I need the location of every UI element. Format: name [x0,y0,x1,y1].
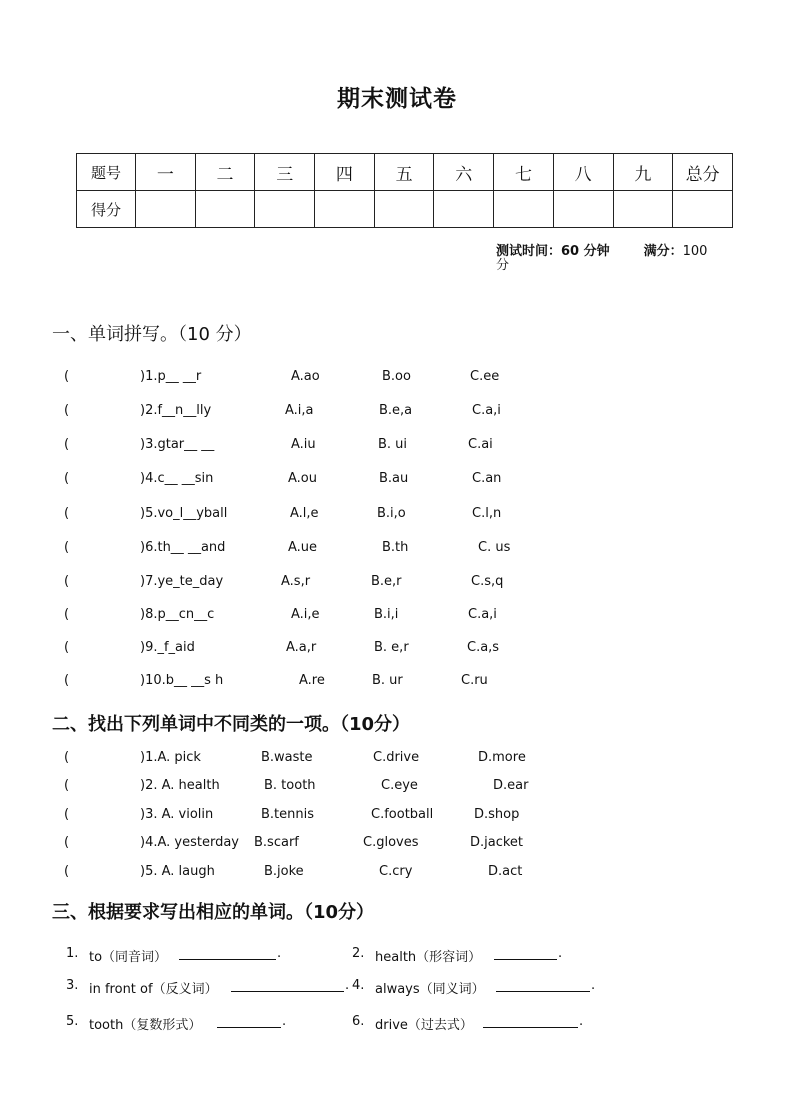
option-b[interactable]: B.au [379,471,409,486]
question-row [0,640,794,658]
option-b[interactable]: B.e,a [379,403,413,418]
option-c[interactable]: C.a,i [472,403,501,418]
score-cell[interactable] [195,191,255,228]
option-b[interactable]: B.e,r [371,574,402,589]
score-table-header-cell: 总分 [673,154,733,191]
option-c[interactable]: C.eye [381,778,418,793]
score-table [76,153,733,228]
score-row-label: 得分 [77,191,136,228]
question-text: )7.ye_te_day [140,574,224,589]
question-number: 3. [66,978,79,993]
question-text: )5.vo_l__yball [140,506,228,521]
option-d[interactable]: D.more [478,750,526,765]
question-end: . [591,978,596,993]
question-row [0,835,794,853]
question-row [0,403,794,421]
question-end: . [282,1014,287,1029]
question-row [0,807,794,825]
answer-paren[interactable]: ( [64,807,70,822]
option-b[interactable]: B.scarf [254,835,299,850]
option-a[interactable]: A.s,r [281,574,311,589]
question-text: )4.A. yesterday [140,835,239,850]
score-table-header-cell: 八 [553,154,613,191]
option-c[interactable]: C.gloves [363,835,419,850]
score-cell[interactable] [315,191,375,228]
question-end: . [579,1014,584,1029]
question-text: )3.gtar__ __ [140,437,215,452]
question-text: to（同音词） [89,950,168,965]
question-text: )10.b__ __s h [140,673,224,688]
option-c[interactable]: C.ai [468,437,493,452]
answer-paren[interactable]: ( [64,778,70,793]
question-text: )2.f__n__lly [140,403,212,418]
option-d[interactable]: D.shop [474,807,520,822]
option-b[interactable]: B. ur [372,673,403,688]
score-table-header-cell: 四 [315,154,375,191]
answer-paren[interactable]: ( [64,607,70,622]
question-text: drive（过去式） [375,1018,473,1033]
question-row [0,437,794,455]
option-c[interactable]: C.an [472,471,502,486]
option-b[interactable]: B.i,i [374,607,399,622]
answer-paren[interactable]: ( [64,864,70,879]
question-row [0,369,794,387]
option-b[interactable]: B.i,o [377,506,406,521]
question-row [0,864,794,882]
question-text: )4.c__ __sin [140,471,214,486]
question-row [0,506,794,524]
option-b[interactable]: B.joke [264,864,304,879]
full-score-label: 满分： [643,244,683,259]
fill-question [0,978,794,996]
option-a[interactable]: A.iu [291,437,316,452]
option-a[interactable]: A.i,e [291,607,320,622]
score-table-header-cell: 二 [195,154,255,191]
fill-question [0,1014,794,1032]
question-number: 5. [66,1014,79,1029]
answer-blank[interactable] [483,1014,578,1028]
score-cell[interactable] [374,191,434,228]
option-c[interactable]: C.s,q [471,574,504,589]
question-row [0,778,794,796]
score-cell[interactable] [673,191,733,228]
answer-paren[interactable]: ( [64,506,70,521]
section1-title: 一、单词拼写。（10 分） [52,324,252,345]
score-table-header-row [77,154,733,191]
answer-paren[interactable]: ( [64,369,70,384]
option-a[interactable]: A.a,r [286,640,317,655]
option-d[interactable]: D.act [488,864,523,879]
question-row [0,673,794,691]
question-end: . [345,978,350,993]
question-text: )1.A. pick [140,750,201,765]
question-text: health（形容词） [375,950,482,965]
full-score-value: 100 [682,244,708,259]
question-text: )3. A. violin [140,807,214,822]
option-c[interactable]: C.football [371,807,434,822]
score-table-score-row [77,191,733,228]
score-table-header-cell: 七 [494,154,554,191]
score-table-header-cell: 一 [136,154,196,191]
option-c[interactable]: C.ee [470,369,500,384]
option-a[interactable]: A.ao [291,369,320,384]
option-b[interactable]: B.waste [261,750,313,765]
question-end: . [558,946,563,961]
question-text: )1.p__ __r [140,369,202,384]
answer-paren[interactable]: ( [64,640,70,655]
option-c[interactable]: C.cry [379,864,413,879]
answer-paren[interactable]: ( [64,540,70,555]
score-cell[interactable] [494,191,554,228]
score-cell[interactable] [434,191,494,228]
option-b[interactable]: B.th [382,540,409,555]
option-c[interactable]: C.ru [461,673,488,688]
question-row [0,574,794,592]
answer-paren[interactable]: ( [64,471,70,486]
section2-title: 二、找出下列单词中不同类的一项。（10分） [52,714,411,735]
fill-question [0,946,794,964]
option-a[interactable]: A.ou [288,471,317,486]
score-cell[interactable] [613,191,673,228]
question-number: 2. [352,946,365,961]
option-c[interactable]: C.a,s [467,640,500,655]
question-row [0,540,794,558]
option-c[interactable]: C.a,i [468,607,497,622]
option-c[interactable]: C.l,n [472,506,502,521]
question-row [0,607,794,625]
answer-paren[interactable]: ( [64,673,70,688]
full-score-unit: 分 [496,258,510,273]
question-text: )9._f_aid [140,640,195,655]
question-row [0,471,794,489]
question-text: tooth（复数形式） [89,1018,202,1033]
section3-title: 三、根据要求写出相应的单词。（10分） [52,902,375,923]
option-b[interactable]: B. e,r [374,640,409,655]
option-d[interactable]: D.ear [493,778,529,793]
answer-paren[interactable]: ( [64,574,70,589]
score-cell[interactable] [136,191,196,228]
question-row [0,750,794,768]
option-a[interactable]: A.ue [288,540,318,555]
option-b[interactable]: B. ui [378,437,408,452]
question-text: )6.th__ __and [140,540,226,555]
answer-paren[interactable]: ( [64,835,70,850]
answer-paren[interactable]: ( [64,403,70,418]
answer-paren[interactable]: ( [64,437,70,452]
option-d[interactable]: D.jacket [470,835,524,850]
option-a[interactable]: A.re [299,673,325,688]
question-text: )5. A. laugh [140,864,215,879]
option-b[interactable]: B. tooth [264,778,316,793]
score-table-header-cell: 九 [613,154,673,191]
answer-blank[interactable] [494,946,557,960]
option-c[interactable]: C.drive [373,750,420,765]
question-text: always（同义词） [375,982,485,997]
question-text: )2. A. health [140,778,220,793]
exam-meta [496,245,741,273]
question-text: )8.p__cn__c [140,607,215,622]
option-a[interactable]: A.i,a [285,403,314,418]
score-table-header-cell: 题号 [77,154,136,191]
question-number: 6. [352,1014,365,1029]
question-text: in front of（反义词） [89,982,218,997]
score-table-header-cell: 三 [255,154,315,191]
option-b[interactable]: B.tennis [261,807,315,822]
answer-blank[interactable] [496,978,590,992]
score-cell[interactable] [553,191,613,228]
question-end: . [277,946,282,961]
question-number: 1. [66,946,79,961]
score-table-header-cell: 五 [374,154,434,191]
score-cell[interactable] [255,191,315,228]
question-number: 4. [352,978,365,993]
answer-paren[interactable]: ( [64,750,70,765]
page-title: 期末测试卷 [337,86,457,112]
time-label: 测试时间：60 分钟 [496,244,610,259]
option-a[interactable]: A.l,e [290,506,319,521]
score-table-header-cell: 六 [434,154,494,191]
option-b[interactable]: B.oo [382,369,411,384]
option-c[interactable]: C. us [478,540,511,555]
